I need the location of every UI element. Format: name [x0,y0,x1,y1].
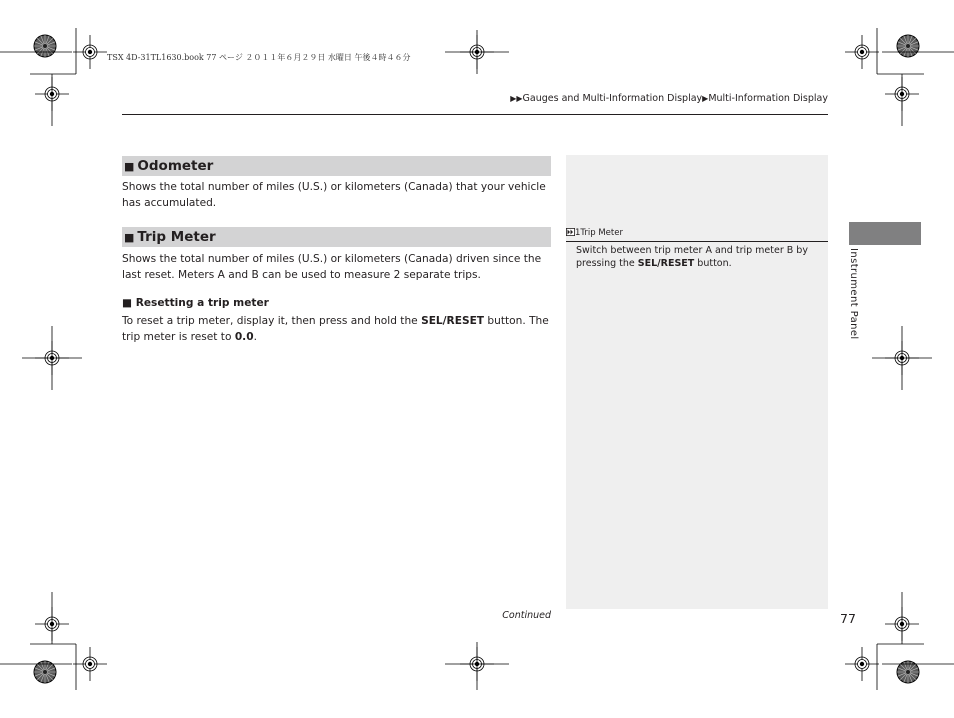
odometer-title: Odometer [137,158,214,174]
note-ref-number: 1 [575,228,581,238]
note-text-part: button. [694,258,732,269]
resetting-text-part: button. The trip meter is reset to [122,315,549,343]
trip-meter-text: Shows the total number of miles (U.S.) or kilometers (Canada) driven since the last reset. Meters A and B can be used to measure 2 separate trips. [122,253,542,281]
breadcrumb-separator-icon: ▶ [702,94,709,103]
trip-meter-title: Trip Meter [137,229,216,245]
registration-mark-top-right [845,35,879,69]
registration-mark-bottom-right [845,647,879,681]
note-button-name: SEL/RESET [637,258,695,269]
note-text [576,244,816,270]
continued-label: Continued [502,610,551,621]
header-rule [122,114,828,115]
odometer-text: Shows the total number of miles (U.S.) or kilometers (Canada) that your vehicle has accumulated. [122,181,546,209]
registration-mark-bottom-left [73,647,107,681]
reset-value: 0.0 [234,331,254,343]
note-title [566,228,623,238]
breadcrumb-part-1: Gauges and Multi-Information Display [522,93,703,104]
note-text-part: Switch between trip meter A and trip meter B by pressing the [576,245,808,269]
chapter-tab-label: Instrument Panel [848,248,859,340]
print-file-info: TSX 4D-31TL1630.book 77 ページ ２０１１年６月２９日 水曜日 午後４時４６分 [107,53,411,62]
resetting-text-part: . [253,331,257,343]
resetting-text [122,313,552,345]
breadcrumb [510,93,828,104]
section-marker-icon: ■ [124,231,135,244]
odometer-heading [122,156,551,176]
sel-reset-button-name: SEL/RESET [421,315,485,327]
page-number: 77 [840,611,856,626]
sidebar-panel [566,155,828,609]
color-registration-mark-top-left [34,35,56,57]
color-registration-mark-top-right [897,35,919,57]
subsection-marker-icon: ■ [122,297,133,309]
breadcrumb-arrow-icon: ▶▶ [510,94,523,103]
resetting-subheading [122,297,269,309]
breadcrumb-part-2: Multi-Information Display [708,93,828,104]
chapter-tab [849,222,921,245]
note-rule [566,241,828,242]
reference-arrow-icon [566,228,575,236]
note-title-text: Trip Meter [580,228,623,238]
trip-meter-heading [122,227,551,247]
section-marker-icon: ■ [124,160,135,173]
resetting-title: Resetting a trip meter [135,297,269,309]
registration-mark-top-left [73,35,107,69]
resetting-text-part: To reset a trip meter, display it, then press and hold the [122,315,422,327]
